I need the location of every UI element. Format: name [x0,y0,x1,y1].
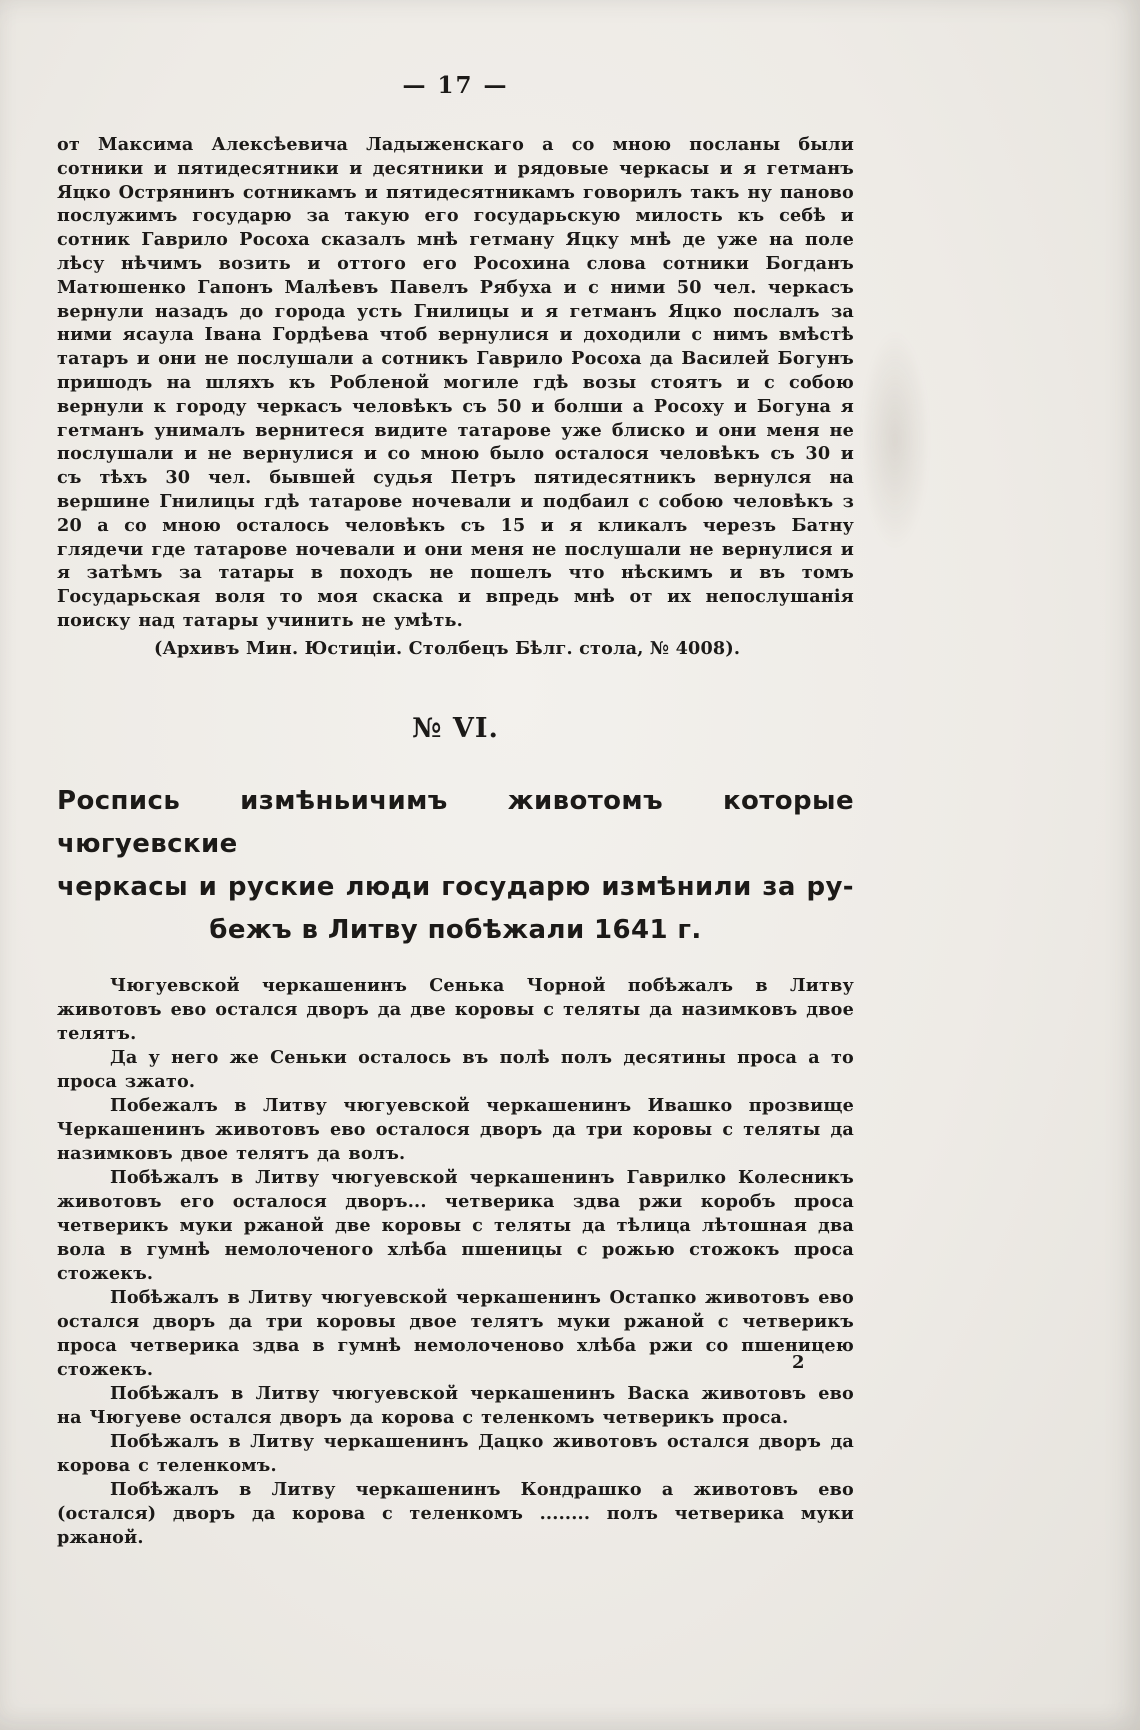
entry-paragraph: Побѣжалъ в Литву черкашенинъ Дацко животовъ остался дворъ да корова с теленкомъ. [57,1430,854,1476]
entry-paragraph: Побѣжалъ в Литву черкашенинъ Кондрашко а животовъ ево (остался) дворъ да корова с теленкомъ ........ полъ четверика муки ржаной. [57,1478,854,1548]
section-number: № VI. [412,712,499,744]
inventory-entries [57,974,854,1550]
section-title [57,780,854,952]
page-number-header: — 17 — [402,72,509,99]
section-title-line-3: бежъ в Литву побѣжали 1641 г. [209,914,702,945]
page-content [57,72,854,1550]
section-title-line-1: Роспись измѣньичимъ животомъ которые чюгуевские [57,785,854,859]
entry-paragraph: Побѣжалъ в Литву чюгуевской черкашенинъ Остапко животовъ ево остался дворъ да три коровы двое телятъ муки ржаной с четверикъ проса четверика здва в гумнѣ немолоченово хлѣба ржи со пшеницею стожекъ. [57,1286,854,1380]
archive-citation: (Архивъ Мин. Юстиціи. Столбецъ Бѣлг. стола, № 4008). [154,637,741,659]
signature-page-number: 2 [792,1352,805,1373]
entry-paragraph: Да у него же Сеньки осталось въ полѣ полъ десятины проса а то проса зжато. [57,1046,854,1092]
entry-paragraph: Побежалъ в Литву чюгуевской черкашенинъ Ивашко прозвище Черкашенинъ животовъ ево осталося дворъ да три коровы с теляты да назимковъ двое телятъ да волъ. [57,1094,854,1164]
entry-paragraph: Чюгуевской черкашенинъ Сенька Чорной побѣжалъ в Литву животовъ ево остался дворъ да две коровы с теляты да назимковъ двое телятъ. [57,974,854,1044]
entry-paragraph: Побѣжалъ в Литву чюгуевской черкашенинъ Васка животовъ ево на Чюгуеве остался дворъ да корова с теленкомъ четверикъ проса. [57,1382,854,1428]
section-title-line-2: черкасы и руские люди государю измѣнили за ру- [57,871,854,902]
document-paragraph: от Максима Алексѣевича Ладыженскаго а со мною посланы были сотники и пятидесятники и десятники и рядовые черкасы и я гетманъ Яцко Острянинъ сотникамъ и пятидесятникамъ говорилъ такъ ну паново послужимъ государю за такую его государьскую милость къ себѣ и сотник Гаврило Росоха сказалъ мнѣ гетману Яцку мнѣ де уже на поле лѣсу нѣчимъ возить и оттого его Росохина слова сотники Богданъ Матюшенко Гапонъ Малѣевъ Павелъ Рябуха и с ними 50 чел. черкасъ вернули назадъ до города усть Гнилицы и я гетманъ Яцко послалъ за ними ясаула Івана Гордѣева чтоб вернулися и доходили с нимъ вмѣстѣ татаръ и они не послушали а сотникъ Гаврило Росоха да Василей Богунъ пришодъ на шляхъ къ Робленой могиле гдѣ возы стоятъ и с собою вернули к городу черкасъ человѣкъ съ 50 и болши а Росоху и Богуна я гетманъ унималъ вернитеся видите татарове уже блиско и они меня не послушали и не вернулися и со мною было осталося человѣкъ съ 30 и съ тѣхъ 30 чел. бывшей судья Петръ пятидесятникъ вернулся на вершине Гнилицы гдѣ татарове ночевали и подбаил с собою человѣкъ з 20 а со мною осталось человѣкъ съ 15 и я кликалъ черезъ Батну глядечи где татарове ночевали и они меня не послушали не вернулися и я затѣмъ за татары в походъ не пошелъ что нѣскимъ и въ томъ Государьская воля то моя скаска и впредь мнѣ от их непослушанія поиску над татары учинить не умѣть. [57,134,854,631]
entry-paragraph: Побѣжалъ в Литву чюгуевской черкашенинъ Гаврилко Колесникъ животовъ его осталося дворъ... четверика здва ржи коробъ проса четверикъ муки ржаной две коровы с теляты да тѣлица лѣтошная два вола в гумнѣ немолоченого хлѣба пшеницы с рожью стожокъ проса стожекъ. [57,1166,854,1284]
scan-smudge-artifact [860,330,930,550]
